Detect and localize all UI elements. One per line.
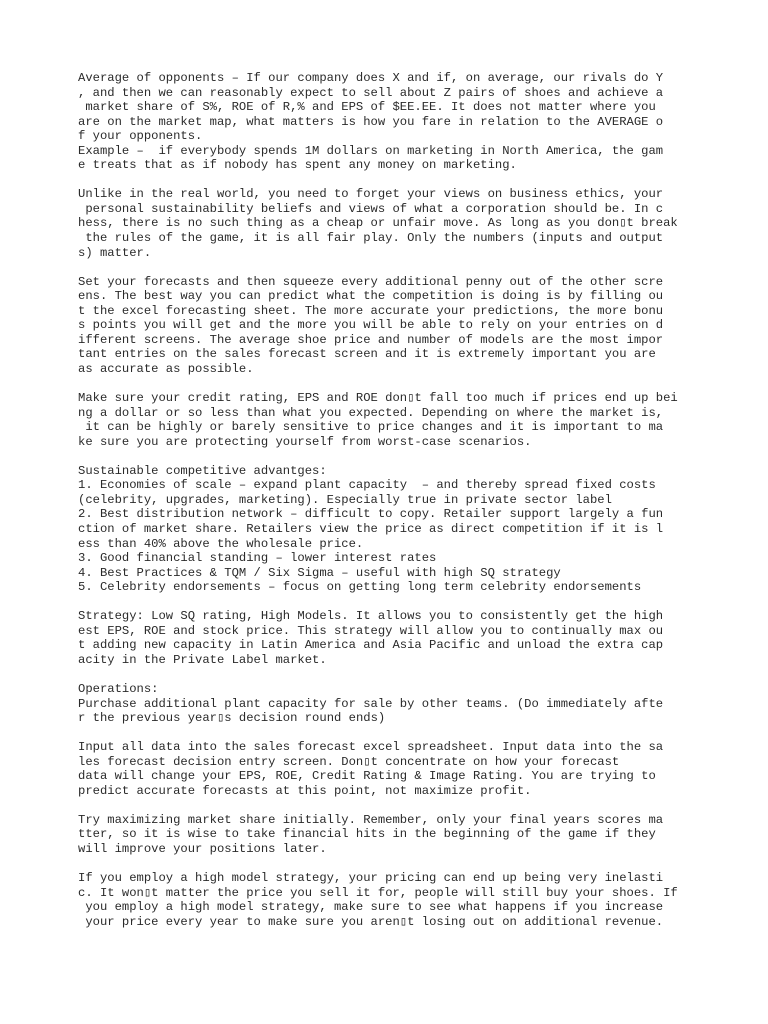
text-line: Operations: (78, 681, 159, 696)
paragraph (78, 871, 718, 929)
paragraph (78, 391, 718, 449)
text-line: Try maximizing market share initially. Remember, only your final years scores ma (78, 812, 664, 827)
text-line: predict accurate forecasts at this point, not maximize profit. (78, 783, 532, 798)
text-line: If you employ a high model strategy, your pricing can end up being very inelasti (78, 871, 664, 886)
text-line: f your opponents. (78, 129, 203, 144)
text-line: hess, there is no such thing as a cheap or unfair move. As long as you don▯t break (78, 216, 678, 231)
text-line: will improve your positions later. (78, 841, 327, 856)
text-line: s) matter. (78, 245, 152, 260)
text-line: 5. Celebrity endorsements – focus on getting long term celebrity endorsements (78, 580, 642, 595)
text-line: ifferent screens. The average shoe price and number of models are the most impor (78, 332, 664, 347)
text-line: c. It won▯t matter the price you sell it for, people will still buy your shoes. If (78, 885, 678, 900)
text-line: s points you will get and the more you will be able to rely on your entries on d (78, 318, 664, 333)
paragraph (78, 71, 718, 173)
text-line: les forecast decision entry screen. Don▯t concentrate on how your forecast (78, 754, 620, 769)
text-line: data will change your EPS, ROE, Credit Rating & Image Rating. You are trying to (78, 769, 656, 784)
text-line: Purchase additional plant capacity for sale by other teams. (Do immediately afte (78, 696, 664, 711)
text-line: (celebrity, upgrades, marketing). Especially true in private sector label (78, 492, 612, 507)
text-line: Make sure your credit rating, EPS and ROE don▯t fall too much if prices end up bei (78, 391, 678, 406)
text-line: Sustainable competitive advantges: (78, 463, 327, 478)
text-line: as accurate as possible. (78, 361, 254, 376)
text-line: e treats that as if nobody has spent any money on marketing. (78, 158, 517, 173)
text-line: ng a dollar or so less than what you expected. Depending on where the market is, (78, 405, 664, 420)
text-line: your price every year to make sure you aren▯t losing out on additional revenue. (78, 914, 664, 929)
text-line: ess than 40% above the wholesale price. (78, 536, 364, 551)
text-line: r the previous year▯s decision round ends) (78, 711, 386, 726)
text-line: it can be highly or barely sensitive to price changes and it is important to ma (78, 420, 664, 435)
text-line: ke sure you are protecting yourself from worst-case scenarios. (78, 434, 532, 449)
text-line: the rules of the game, it is all fair play. Only the numbers (inputs and output (78, 231, 664, 246)
paragraph (78, 275, 718, 377)
text-line: , and then we can reasonably expect to sell about Z pairs of shoes and achieve a (78, 85, 664, 100)
text-line: market share of S%, ROE of R,% and EPS of $EE.EE. It does not matter where you (78, 100, 656, 115)
document-body (78, 71, 718, 944)
text-line: personal sustainability beliefs and views of what a corporation should be. In c (78, 201, 664, 216)
text-line: Unlike in the real world, you need to forget your views on business ethics, your (78, 187, 664, 202)
paragraph (78, 609, 718, 667)
text-line: 2. Best distribution network – difficult to copy. Retailer support largely a fun (78, 507, 664, 522)
text-line: 3. Good financial standing – lower interest rates (78, 551, 437, 566)
text-line: ction of market share. Retailers view the price as direct competition if it is l (78, 521, 664, 536)
paragraph (78, 464, 718, 595)
paragraph (78, 740, 718, 798)
text-line: t adding new capacity in Latin America and Asia Pacific and unload the extra cap (78, 638, 664, 653)
text-line: Example – if everybody spends 1M dollars on marketing in North America, the gam (78, 143, 664, 158)
text-line: ens. The best way you can predict what the competition is doing is by filling ou (78, 289, 664, 304)
text-line: Set your forecasts and then squeeze every additional penny out of the other scre (78, 274, 664, 289)
text-line: t the excel forecasting sheet. The more accurate your predictions, the more bonu (78, 303, 664, 318)
text-line: are on the market map, what matters is how you fare in relation to the AVERAGE o (78, 114, 664, 129)
text-line: tant entries on the sales forecast screen and it is extremely important you are (78, 347, 656, 362)
text-line: 4. Best Practices & TQM / Six Sigma – useful with high SQ strategy (78, 565, 561, 580)
paragraph (78, 682, 718, 726)
text-line: est EPS, ROE and stock price. This strategy will allow you to continually max ou (78, 623, 664, 638)
text-line: you employ a high model strategy, make sure to see what happens if you increase (78, 900, 664, 915)
text-line: acity in the Private Label market. (78, 652, 327, 667)
text-line: 1. Economies of scale – expand plant capacity – and thereby spread fixed costs (78, 478, 656, 493)
text-line: Input all data into the sales forecast excel spreadsheet. Input data into the sa (78, 740, 664, 755)
text-line: tter, so it is wise to take financial hits in the beginning of the game if they (78, 827, 656, 842)
text-line: Average of opponents – If our company does X and if, on average, our rivals do Y (78, 71, 664, 85)
text-line: Strategy: Low SQ rating, High Models. It allows you to consistently get the high (78, 609, 664, 624)
paragraph (78, 813, 718, 857)
paragraph (78, 187, 718, 260)
